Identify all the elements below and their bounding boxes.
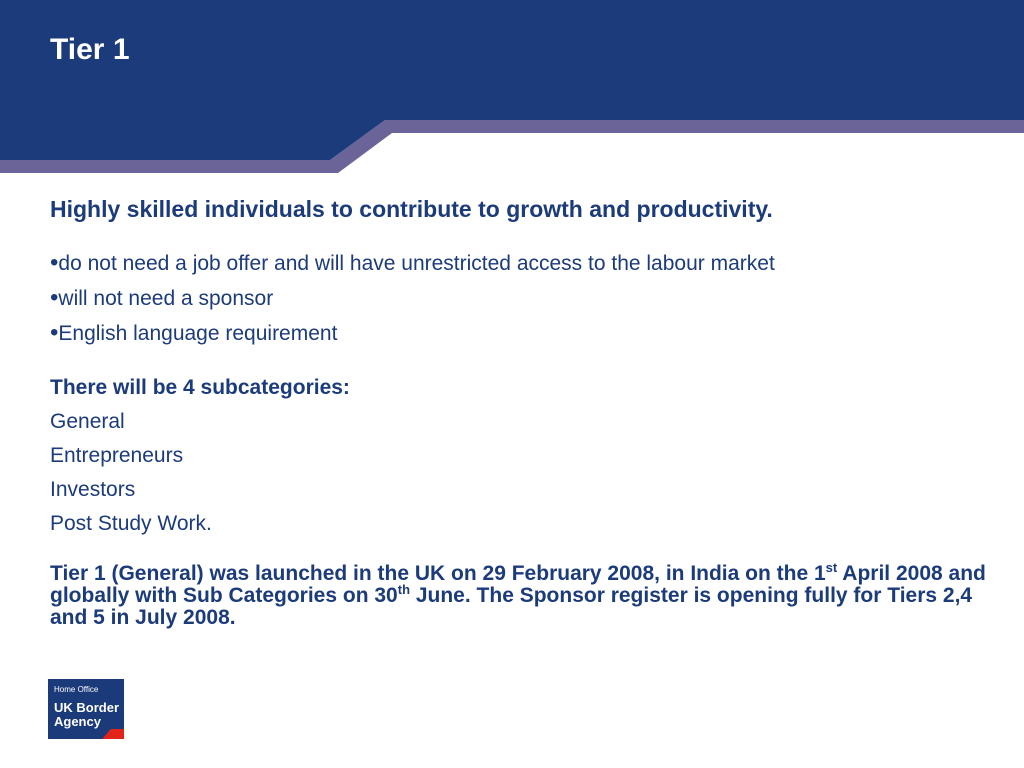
- launch-footnote: Tier 1 (General) was launched in the UK on 29 February 2008, in India on the 1st April 2008 and globally with Sub Categories on 30th June. The Sponsor register is opening fully for Tiers 2,4 and 5 in July 2008.: [50, 559, 986, 629]
- slide-title: Tier 1: [50, 33, 130, 66]
- ordinal-suffix: th: [397, 581, 411, 597]
- subcategories-heading: There will be 4 subcategories:: [50, 375, 350, 399]
- logo-home-office-text: Home Office: [54, 685, 99, 694]
- subcategory-item: Investors: [50, 477, 136, 501]
- bullet-icon: •: [50, 283, 59, 311]
- bullet-item: •will not need a sponsor: [50, 283, 274, 311]
- bullet-item: •do not need a job offer and will have unrestricted access to the labour market: [50, 248, 775, 276]
- bullet-icon: •: [50, 318, 59, 346]
- bullet-icon: •: [50, 248, 59, 276]
- ordinal-suffix: st: [825, 559, 838, 575]
- subcategory-item: Entrepreneurs: [50, 443, 184, 467]
- logo-agency-name: UK Border Agency: [54, 700, 120, 729]
- bullet-list: [50, 246, 990, 351]
- header-navy-fill: [0, 0, 1024, 160]
- header-band: [0, 0, 1024, 180]
- subcategory-item: General: [50, 409, 125, 433]
- uk-border-agency-logo: [48, 679, 124, 739]
- logo-red-stripe: [97, 729, 124, 739]
- slide-heading: Highly skilled individuals to contribute to growth and productivity.: [50, 196, 773, 222]
- bullet-item: •English language requirement: [50, 318, 338, 346]
- subcategory-item: Post Study Work.: [50, 511, 212, 535]
- slide-content: [50, 196, 990, 629]
- subcategory-list: [50, 405, 990, 541]
